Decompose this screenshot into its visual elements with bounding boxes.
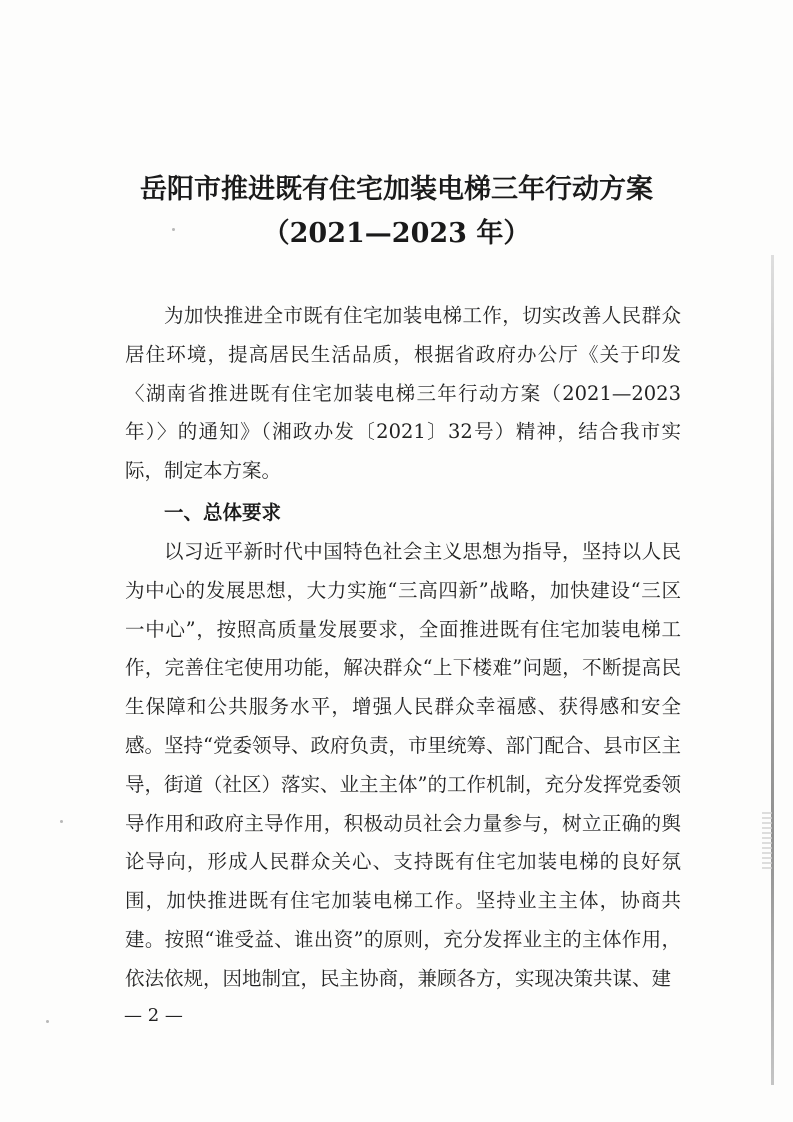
body-paragraph-work-mechanism: 坚持“党委领导、政府负责，市里统筹、部门配合、县市区主导，街道（社区）落实、业主主体”的工作机制，充分发挥党委领导作用和政府主导作用，积极动员社会力量参与，树立正确的舆论导向，形成人民群众关心、支持既有住宅加装电梯的良好氛围，加快推进既有住宅加装电梯工作。坚持业主主体，协商共建。按照“谁受益、谁出资”的原则，充分发挥业主的主体作用，依法依规，因地制宜，民主协商，兼顾各方，实现决策共谋、建 (125, 734, 681, 990)
intro-paragraph: 为加快推进全市既有住宅加装电梯工作，切实改善人民群众居住环境，提高居民生活品质，根据省政府办公厅《关于印发〈湖南省推进既有住宅加装电梯三年行动方案（2021—2023年）〉的通知》（湘政办发〔2021〕32号）精神，结合我市实际，制定本方案。 (125, 304, 681, 483)
section-heading-general-requirements: 一、总体要求 (164, 501, 282, 524)
scan-speck (46, 1020, 49, 1023)
scan-binding-marks (762, 812, 772, 872)
body-paragraph-guiding-ideology: 以习近平新时代中国特色社会主义思想为指导，坚持以人民为中心的发展思想，大力实施“三高四新”战略，加快建设“三区一中心”，按照高质量发展要求，全面推进既有住宅加装电梯工作，完善住宅使用功能，解决群众“上下楼难”问题，不断提高民生保障和公共服务水平，增强人民群众幸福感、获得感和安全感。 (125, 540, 681, 757)
document-subtitle-years: （2021—2023 年） (262, 218, 531, 249)
document-title: 岳阳市推进既有住宅加装电梯三年行动方案 (140, 174, 653, 205)
scan-speck (60, 820, 63, 823)
scan-speck (172, 228, 175, 231)
page-number: — 2 — (124, 1005, 183, 1026)
scan-edge-shadow (771, 255, 774, 1085)
